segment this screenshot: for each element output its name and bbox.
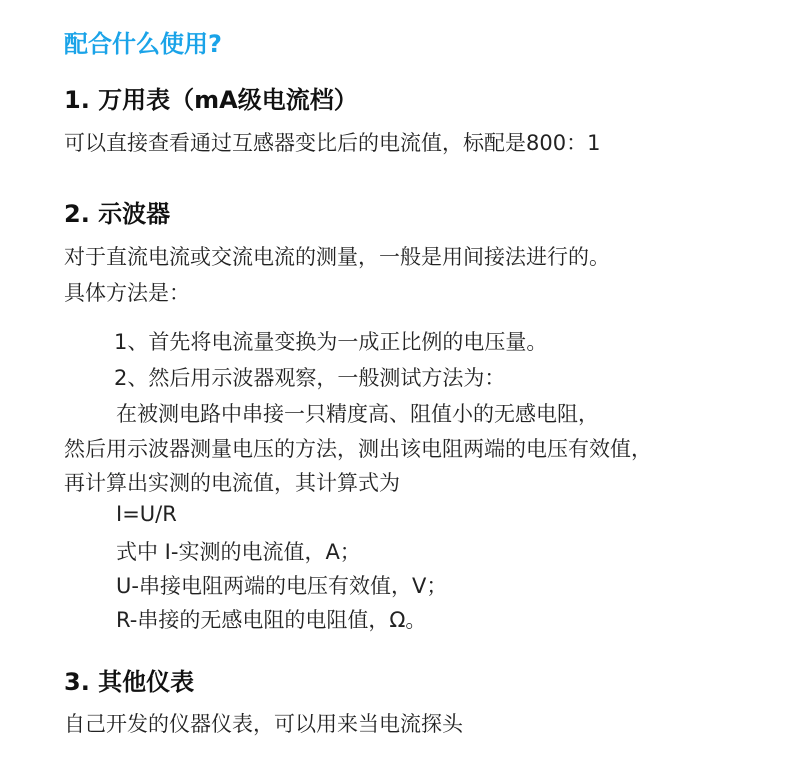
- section-1-text: 可以直接查看通过互感器变比后的电流值，标配是800：1: [64, 131, 601, 155]
- section-2-detail-line-2: 然后用示波器测量电压的方法，测出该电阻两端的电压有效值，: [64, 437, 652, 461]
- section-2-step-1: 1、首先将电流量变换为一成正比例的电压量。: [114, 330, 548, 354]
- section-2-detail-line-1: 在被测电路中串接一只精度高、阻值小的无感电阻，: [116, 402, 599, 426]
- section-2-detail-line-3: 再计算出实测的电流值，其计算式为: [64, 471, 400, 495]
- section-2-step-2: 2、然后用示波器观察，一般测试方法为：: [114, 366, 506, 390]
- section-2-heading: 2. 示波器: [64, 200, 171, 228]
- formula-variable-resistance: R-串接的无感电阻的电阻值，Ω。: [116, 608, 427, 632]
- section-3-text: 自己开发的仪器仪表，可以用来当电流探头: [64, 712, 463, 736]
- page-title: 配合什么使用?: [64, 30, 222, 58]
- formula-variable-voltage: U-串接电阻两端的电压有效值，V；: [116, 574, 448, 598]
- section-1-heading: 1. 万用表（mA级电流档）: [64, 86, 358, 114]
- section-2-intro-line-1: 对于直流电流或交流电流的测量，一般是用间接法进行的。: [64, 245, 610, 269]
- section-3-heading: 3. 其他仪表: [64, 668, 195, 696]
- formula: I=U/R: [116, 502, 177, 526]
- formula-variable-current: 式中 I-实测的电流值，A；: [116, 540, 361, 564]
- section-2-intro-line-2: 具体方法是：: [64, 281, 190, 305]
